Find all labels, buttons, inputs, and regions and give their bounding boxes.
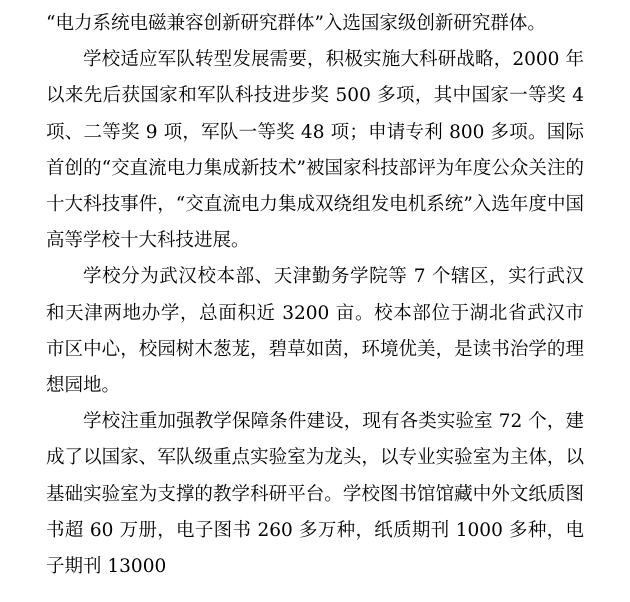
paragraph-campus-location: 学校分为武汉校本部、天津勤务学院等 7 个辖区，实行武汉和天津两地办学，总面积近 3200 亩。校本部位于湖北省武汉市市区中心，校园树木葱茏，碧草如茵，环境优美，是读书治学的理想园地。	[46, 266, 584, 397]
paragraph-research-achievements: 学校适应军队转型发展需要，积极实施大科研战略，2000 年以来先后获国家和军队科技进步奖 500 多项，其中国家一等奖 4 项、二等奖 9 项，军队一等奖 48 项；申请专利 800 多项。国际首创的“交直流电力集成新技术”被国家科技部评为年度公众关注的十大科技事件，“交直流电力集成双绕组发电机系统”入选年度中国高等学校十大科技进展。	[46, 49, 584, 252]
paragraph-continuation: “电力系统电磁兼容创新研究群体”入选国家级创新研究群体。	[46, 13, 546, 34]
document-page	[46, 0, 584, 585]
paragraph-teaching-facilities: 学校注重加强教学保障条件建设，现有各类实验室 72 个，建成了以国家、军队级重点实验室为龙头，以专业实验室为主体，以基础实验室为支撑的教学科研平台。学校图书馆馆藏中外文纸质图书超 60 万册，电子图书 260 多万种，纸质期刊 1000 多种，电子期刊 13000	[46, 411, 584, 578]
